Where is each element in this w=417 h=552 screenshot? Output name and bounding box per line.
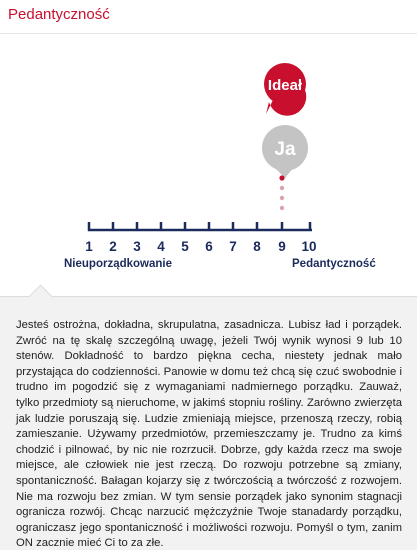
scale-number-6: 6 bbox=[205, 239, 213, 254]
pointer-dots bbox=[279, 175, 284, 210]
scale-number-3: 3 bbox=[133, 239, 141, 254]
description-panel bbox=[0, 296, 417, 550]
ja-label: Ja bbox=[274, 139, 296, 160]
scale-right-label: Pedantyczność bbox=[292, 258, 376, 270]
scale-number-8: 8 bbox=[253, 239, 261, 254]
scale-axis bbox=[88, 222, 312, 231]
ja-bubble bbox=[262, 125, 308, 178]
scale-area bbox=[0, 34, 417, 294]
scale-number-10: 10 bbox=[301, 239, 317, 254]
scale-number-7: 7 bbox=[229, 239, 237, 254]
page-title: Pedantyczność bbox=[8, 6, 110, 23]
scale-number-2: 2 bbox=[109, 239, 117, 254]
scale-numbers bbox=[85, 239, 316, 254]
scale-number-1: 1 bbox=[85, 239, 93, 254]
ideal-bubble bbox=[264, 63, 306, 116]
scale-number-5: 5 bbox=[181, 239, 189, 254]
ideal-label: Ideał bbox=[267, 77, 303, 94]
scale-left-label: Nieuporządkowanie bbox=[64, 258, 172, 270]
scale-number-4: 4 bbox=[157, 239, 165, 254]
scale-number-9: 9 bbox=[278, 239, 286, 254]
header bbox=[0, 0, 417, 34]
ja-bubble-tail bbox=[275, 167, 294, 178]
pointer-dot-main bbox=[279, 175, 284, 180]
description-text: Jesteś ostrożna, dokładna, skrupulatna, zasadnicza. Lubisz ład i porządek. Zwróć na tę skalę szczególną uwagę, jeżeli Twój wynik wynosi 9 lub 10 stenów. Dokładność to bardzo piękna cecha, niestety jednak mało przystająca do codzienności. Panowie w domu też chcą się czuć swobodnie i trudno im pogodzić się z wymaganiami nadmiernego porządku. Zauważ, tylko przedmioty są nieruchome, w jakimś stopniu rośliny. Zarówno zwierzęta jak ludzie poruszają się. Ludzie zmieniają miejsce, przenoszą rzeczy, robią zamieszanie. Używamy przedmiotów, przemieszczamy je. Trudno za kimś chodzić i pilnować, by nic nie rozrzucił. Dobrze, gdy każda rzecz ma swoje miejsce, ale człowiek nie jest rzeczą. Do rozwoju potrzebne są zmiany, spontaniczność. Bałagan kojarzy się z twórczością a twórczość z rozwojem. Nie ma rozwoju bez zmian. W tym sensie porządek jako synonim stagnacji ogranicza rozwój. Chcąc narzucić mężczyźnie Twoje stanadardy porządku, ograniczasz jego spontaniczność i możliwości rozwoju. Pomyśl o tym, zanim ON zacznie mieć Ci to za złe. bbox=[16, 319, 402, 550]
scale-graphic bbox=[0, 34, 417, 294]
